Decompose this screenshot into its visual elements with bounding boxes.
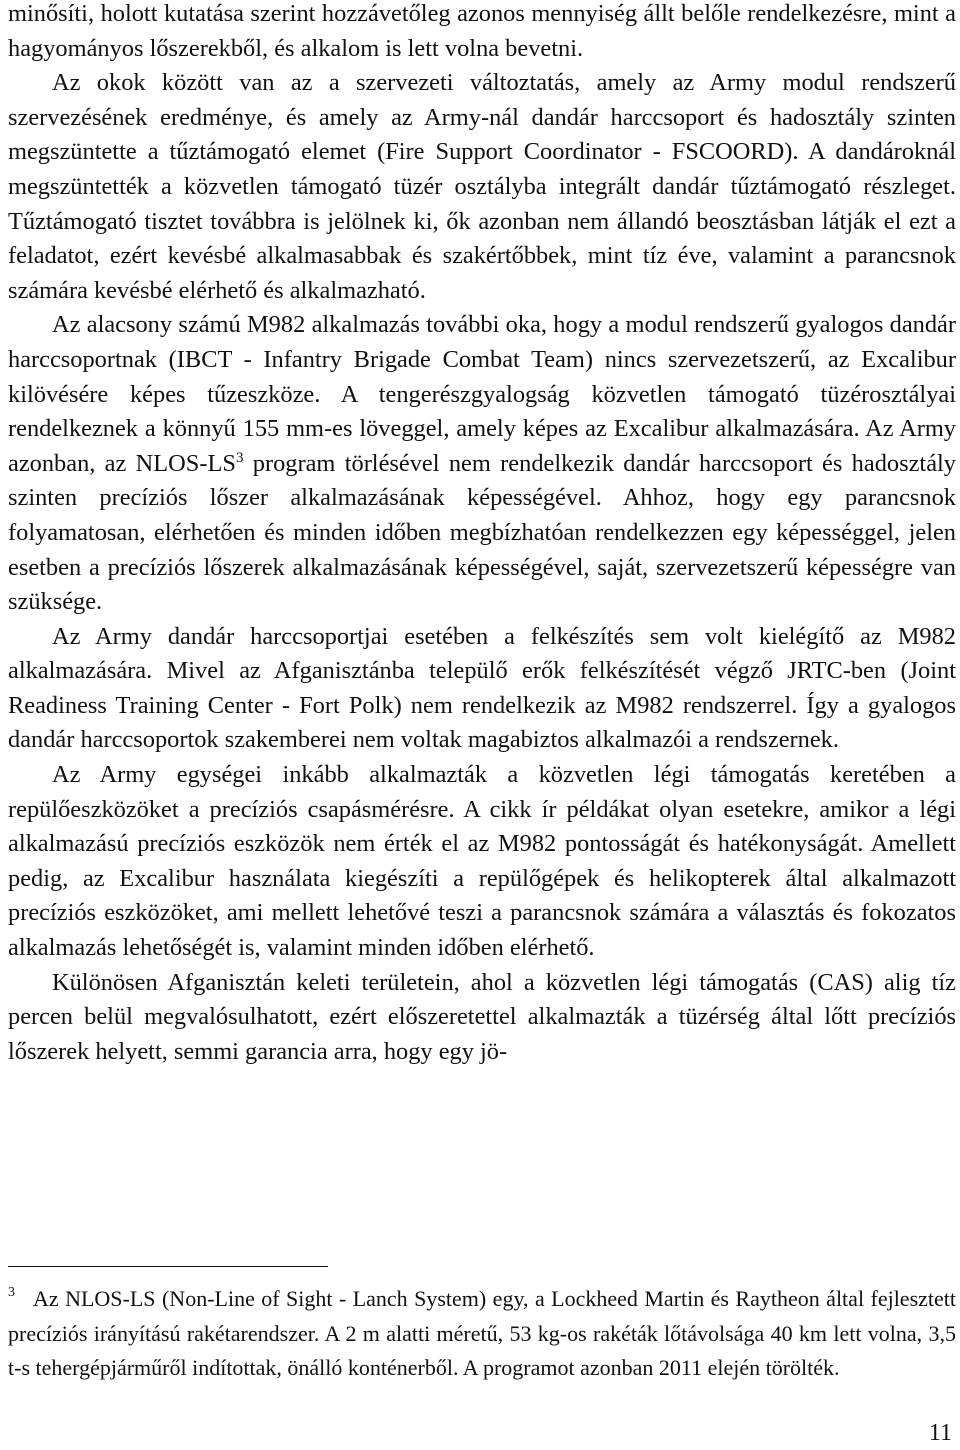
paragraph-5-text: Az Army egységei inkább alkalmazták a közvetlen légi támogatás keretében a repülőeszközöket a precíziós csapásmérésre. A cikk ír példákat olyan esetekre, amikor a légi alkalmazású precíziós eszközök nem érték el az M982 pontosságát és hatékonyságát. Amellett pedig, az Excalibur használata kiegészíti a repülőgépek és helikopterek által alkalmazott precíziós eszközöket, ami mellett lehetővé teszi a parancsnok számára a választás és fokozatos alkalmazás lehetőségét is, valamint minden időben elérhető. [8, 761, 956, 962]
footnote-separator [8, 1266, 328, 1267]
footnote [8, 1282, 956, 1386]
document-page [8, 0, 956, 1380]
paragraph-3-text-b: program törlésével nem rendelkezik dandár harccsoport és hadosztály szinten precíziós lőszer alkalmazásának képességével. Ahhoz, hogy egy parancsnok folyamatosan, elérhetően és minden időben megbízhatóan rendelkezzen egy képességgel, jelen esetben a precíziós lőszerek alkalmazásának képességével, saját, szervezetszerű képességre van szüksége. [8, 449, 956, 616]
paragraph-1-text: minősíti, holott kutatása szerint hozzávetőleg azonos mennyiség állt belőle rendelkezésre, mint a hagyományos lőszerekből, és alkalom is lett volna bevetni. [8, 0, 956, 62]
paragraph-4-text: Az Army dandár harccsoportjai esetében a felkészítés sem volt kielégítő az M982 alkalmazására. Mivel az Afganisztánba települő erők felkészítését végző JRTC-ben (Joint Readiness Training Center - Fort Polk) nem rendelkezik az M982 rendszerrel. Így a gyalogos dandár harccsoportok szakemberei nem voltak magabiztos alkalmazói a rendszernek. [8, 622, 956, 754]
paragraph-1 [8, 0, 956, 66]
footnote-reference: 3 [235, 449, 244, 466]
paragraph-3-text-a: Az alacsony számú M982 alkalmazás további oka, hogy a modul rendszerű gyalogos dandár harccsoportnak (IBCT - Infantry Brigade Combat Team) nincs szervezetszerű, az Excalibur kilövésére képes tűzeszköze. A tengerészgyalogság közvetlen támogató tüzérosztályai rendelkeznek a könnyű 155 mm-es löveggel, amely képes az Excalibur alkalmazására. Az Army azonban, az NLOS-LS [8, 311, 956, 477]
paragraph-3 [8, 308, 956, 619]
footnote-paragraph: 3 Az NLOS-LS (Non-Line of Sight - Lanch System) egy, a Lockheed Martin és Raytheon által fejlesztett precíziós irányítású rakétarendszer. A 2 m alatti méretű, 53 kg-os rakéták lőtávolsága 40 km lett volna, 3,5 t-s tehergépjárműről indítottak, önálló konténerből. A programot azonban 2011 elején törölték. [8, 1285, 956, 1380]
paragraph-4 [8, 620, 956, 758]
paragraph-6-text: Különösen Afganisztán keleti területein, ahol a közvetlen légi támogatás (CAS) alig tíz percen belül megvalósulhatott, ezért előszeretettel alkalmazták a tüzérség által lőtt precíziós lőszerek helyett, semmi garancia arra, hogy egy jö- [8, 968, 956, 1065]
paragraph-6 [8, 966, 956, 1070]
body-text [8, 0, 956, 1069]
footnote-text: Az NLOS-LS (Non-Line of Sight - Lanch System) egy, a Lockheed Martin és Raytheon által fejlesztett precíziós irányítású rakétarendszer. A 2 m alatti méretű, 53 kg-os rakéták lőtávolsága 40 km lett volna, 3,5 t-s tehergépjárműről indítottak, önálló konténerből. A programot azonban 2011 elején törölték. [8, 1286, 956, 1380]
paragraph-2-text: Az okok között van az a szervezeti változtatás, amely az Army modul rendszerű szervezésének eredménye, és amely az Army-nál dandár harccsoport és hadosztály szinten megszüntette a tűztámogató elemet (Fire Support Coordinator - FSCOORD). A dandároknál megszüntették a közvetlen támogató tüzér osztályba integrált dandár tűztámogató részleget. Tűztámogató tisztet továbbra is jelölnek ki, ők azonban nem állandó beosztásban látják el ezt a feladatot, ezért kevésbé alkalmasabbak és szakértőbbek, mint tíz éve, valamint a parancsnok számára kevésbé elérhető és alkalmazható. [8, 69, 956, 304]
paragraph-2 [8, 66, 956, 308]
paragraph-5 [8, 758, 956, 966]
page-number: 11 [928, 1420, 952, 1446]
